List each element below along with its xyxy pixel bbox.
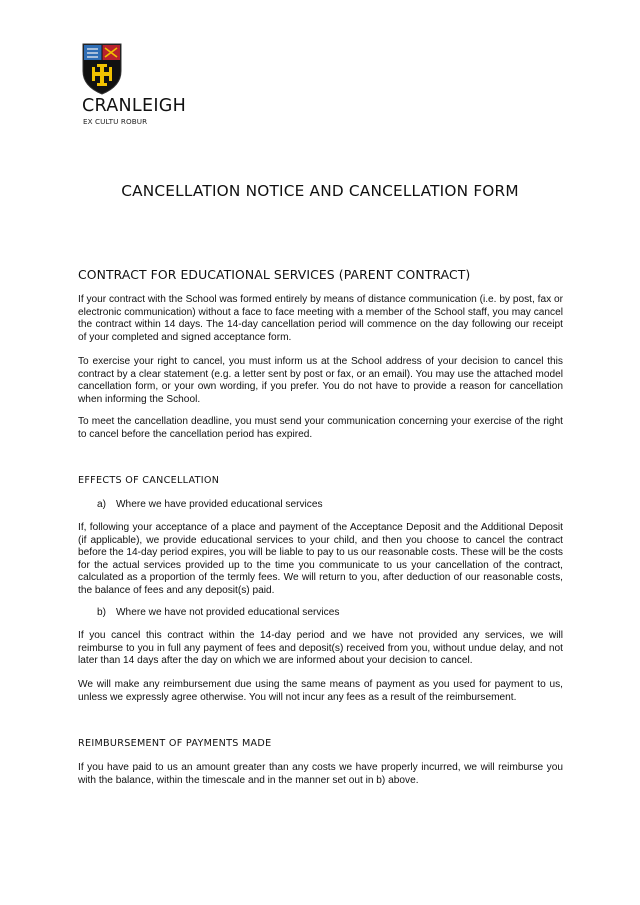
reimbursement-paragraph: If you have paid to us an amount greater than any costs we have properly incurred, we will reimburse you with the balance, within the timescale and in the manner set out in b) above. [78,762,563,786]
effects-heading: EFFECTS OF CANCELLATION [78,475,220,486]
list-item-b [97,607,339,618]
list-text-a: Where we have provided educational services [116,499,323,510]
reimbursement-heading: REIMBURSEMENT OF PAYMENTS MADE [78,738,272,749]
school-crest-icon [82,43,122,95]
list-text-b: Where we have not provided educational services [116,607,340,618]
contract-paragraph-2: To exercise your right to cancel, you must inform us at the School address of your decision to cancel this contract by a clear statement (e.g. a letter sent by post or fax, or an email). You may use the attached model cancellation form, or your own wording, if you prefer. You do not have to provide a reason for cancellation when informing the School. [78,356,563,405]
effects-paragraph-a: If, following your acceptance of a place and payment of the Acceptance Deposit and the Additional Deposit (if applicable), we provide educational services to your child, and then you choose to cancel the contract before the 14-day period expires, you will be liable to pay to us our reasonable costs. These will be the costs for the actual services provided up to the time you communicate to us your cancellation of the contract, calculated as a proportion of the termly fees. We will return to you, after deduction of our reasonable costs, the balance of fees and any deposit(s) paid. [78,522,563,596]
effects-paragraph-b2: We will make any reimbursement due using the same means of payment as you used for payment to us, unless we expressly agree otherwise. You will not incur any fees as a result of the reimbursement. [78,679,563,703]
list-item-a [97,499,323,510]
school-name: CRANLEIGH [82,96,187,116]
document-title: CANCELLATION NOTICE AND CANCELLATION FORM [121,182,519,200]
list-marker-b: b) [97,607,107,618]
effects-paragraph-b1: If you cancel this contract within the 14-day period and we have not provided any services, we will reimburse to you in full any payment of fees and deposit(s) received from you, without undue delay, and not later than 14 days after the day on which we are informed about your decision to cancel. [78,630,563,667]
contract-heading: CONTRACT FOR EDUCATIONAL SERVICES (PARENT CONTRACT) [78,267,471,282]
crest-graphic [82,43,122,95]
contract-paragraph-1: If your contract with the School was formed entirely by means of distance communication (i.e. by post, fax or electronic communication) without a face to face meeting with a member of the School staff, you may cancel the contract within 14 days. The 14-day cancellation period will commence on the day following our receipt of your completed and signed acceptance form. [78,294,563,343]
contract-paragraph-3: To meet the cancellation deadline, you must send your communication concerning your exercise of the right to cancel before the cancellation period has expired. [78,416,563,440]
school-motto: EX CULTU ROBUR [83,117,148,126]
list-marker-a: a) [97,499,107,510]
